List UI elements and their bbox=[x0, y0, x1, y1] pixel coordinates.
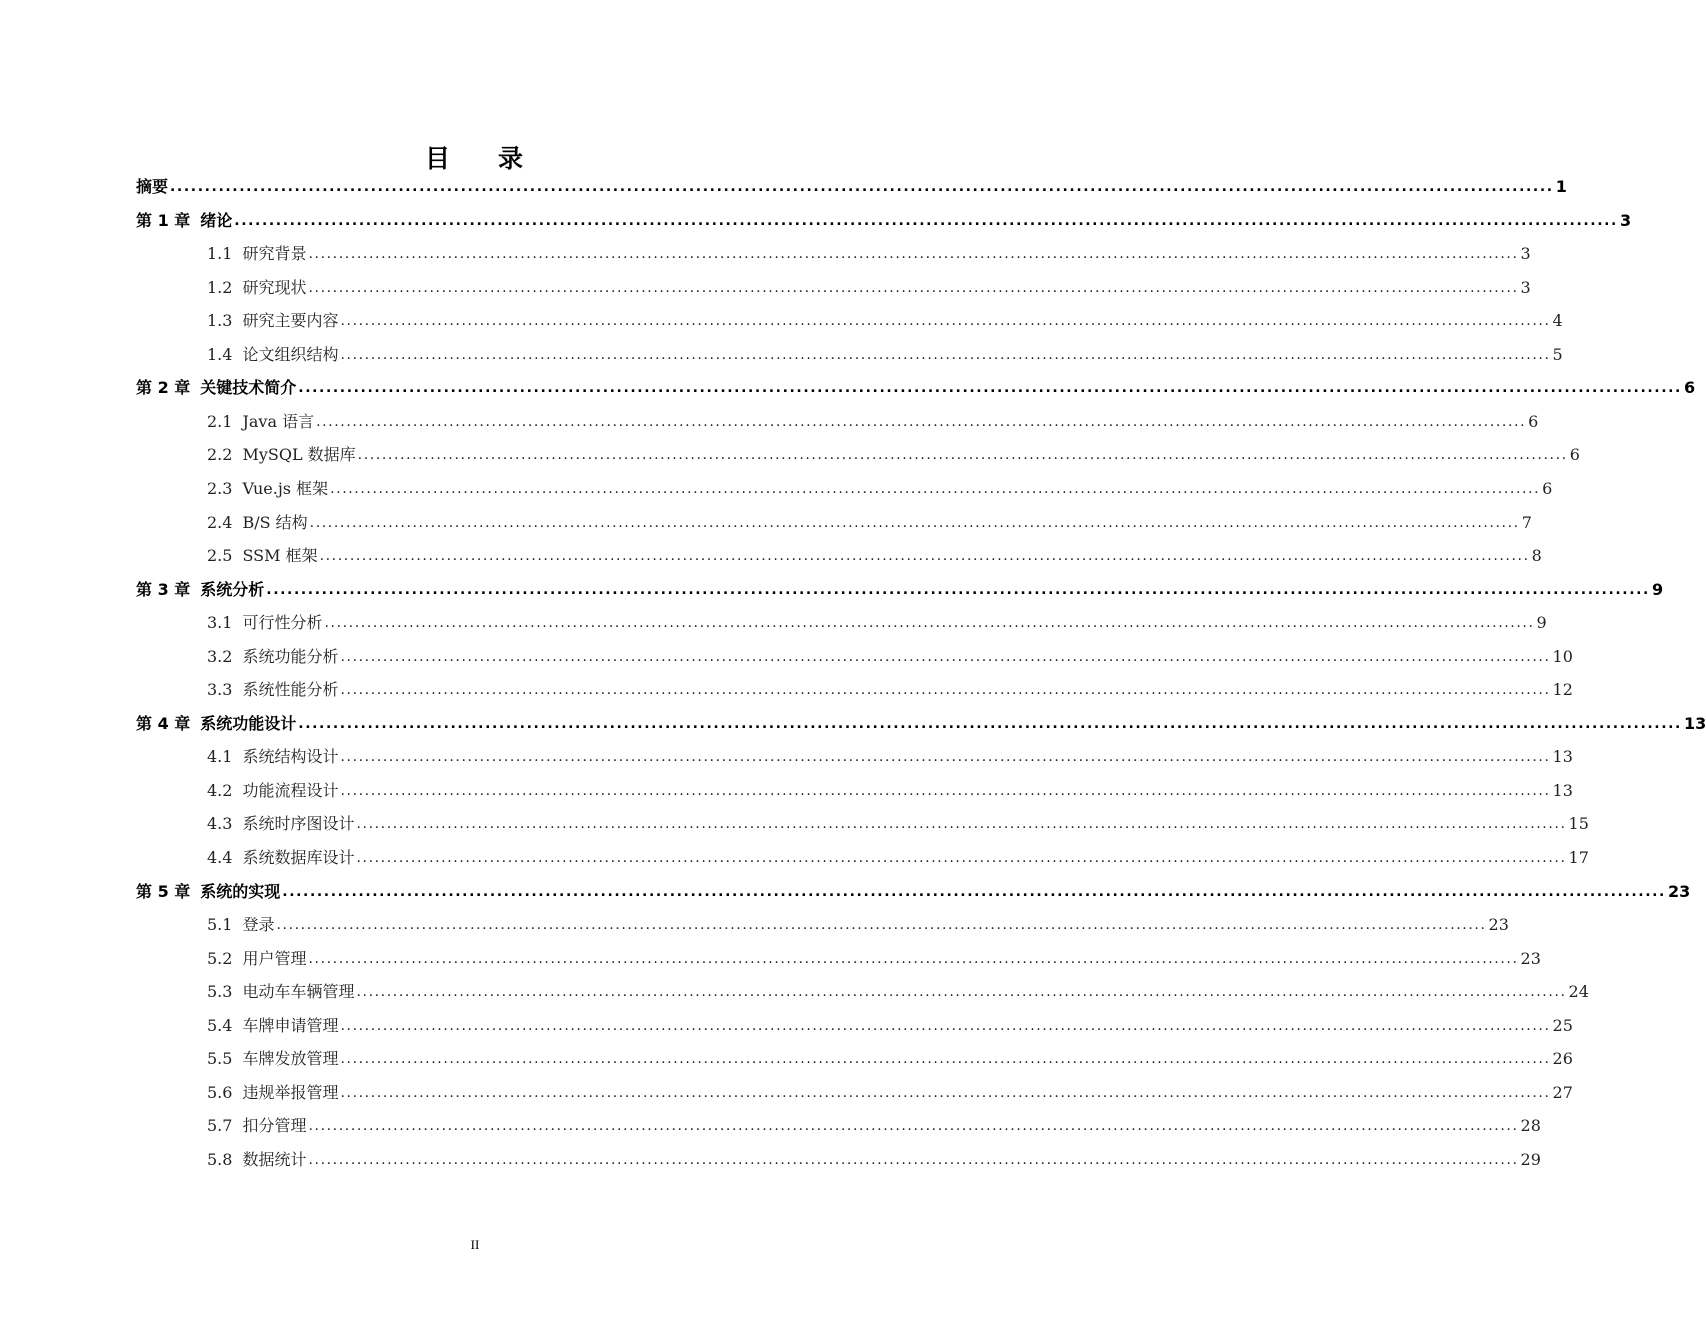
toc-page-number: 23 bbox=[1520, 948, 1541, 968]
toc-entry-label: 车牌申请管理 bbox=[242, 1015, 339, 1035]
toc-entry-label: 研究现状 bbox=[242, 277, 307, 297]
toc-entry-label: 电动车车辆管理 bbox=[242, 982, 355, 1002]
toc-page-number: 24 bbox=[1568, 982, 1589, 1002]
toc-entry-label: 摘要 bbox=[136, 177, 169, 196]
title-char-1: 目 bbox=[424, 144, 452, 173]
toc-entry-number: 2.1 bbox=[207, 411, 233, 431]
toc-dot-leader: ........................................................................................................................................................................................................ bbox=[340, 1017, 1551, 1034]
toc-page-number: 9 bbox=[1651, 579, 1664, 599]
toc-entry-number: 1.1 bbox=[207, 244, 233, 264]
title-char-2: 录 bbox=[498, 144, 526, 173]
toc-section-entry[interactable] bbox=[207, 1078, 1573, 1108]
toc-dot-leader: ........................................................................................................................................................................................................ bbox=[308, 1118, 1519, 1135]
toc-section-entry[interactable] bbox=[207, 944, 1541, 974]
toc-entry-number: 2.3 bbox=[207, 478, 233, 498]
toc-entry-number: 1.2 bbox=[207, 277, 233, 297]
toc-dot-leader: ........................................................................................................................................................................................................ bbox=[308, 950, 1519, 967]
toc-dot-leader: ........................................................................................................................................................................................................ bbox=[324, 615, 1535, 632]
toc-entry-label: 系统的实现 bbox=[200, 881, 281, 901]
toc-entry-label: 扣分管理 bbox=[242, 1116, 307, 1136]
toc-section-entry[interactable] bbox=[207, 541, 1542, 571]
toc-entry-number: 5.1 bbox=[207, 915, 233, 935]
toc-dot-leader: ........................................................................................................................................................................................................ bbox=[298, 380, 1682, 397]
toc-page-number: 10 bbox=[1552, 646, 1573, 666]
toc-entry-number: 第 5 章 bbox=[136, 881, 191, 901]
toc-chapter-entry[interactable] bbox=[136, 877, 1691, 907]
toc-page-number: 6 bbox=[1569, 445, 1580, 465]
toc-entry-number: 4.3 bbox=[207, 814, 233, 834]
toc-page-number: 23 bbox=[1488, 915, 1509, 935]
toc-section-entry[interactable] bbox=[207, 910, 1509, 940]
toc-entry-number: 5.2 bbox=[207, 948, 233, 968]
toc-entry-label: 数据统计 bbox=[242, 1149, 307, 1169]
toc-entry-number: 4.2 bbox=[207, 780, 233, 800]
toc-dot-leader: ........................................................................................................................................................................................................ bbox=[234, 212, 1618, 229]
toc-entry-label: 功能流程设计 bbox=[242, 780, 339, 800]
toc-entry-number: 1.4 bbox=[207, 344, 233, 364]
toc-section-entry[interactable] bbox=[207, 1044, 1573, 1074]
toc-dot-leader: ........................................................................................................................................................................................................ bbox=[356, 850, 1567, 866]
toc-entry-number: 4.4 bbox=[207, 848, 233, 867]
toc-chapter-entry[interactable] bbox=[136, 575, 1664, 605]
toc-page-number: 25 bbox=[1552, 1015, 1573, 1035]
toc-entry-label: 绪论 bbox=[200, 210, 233, 230]
toc-dot-leader: ........................................................................................................................................................................................................ bbox=[330, 480, 1541, 497]
toc-entry-label: 登录 bbox=[242, 915, 275, 935]
toc-entry-label: B/S 结构 bbox=[242, 512, 308, 532]
toc-entry-label: 系统分析 bbox=[200, 579, 265, 599]
toc-dot-leader: ........................................................................................................................................................................................................ bbox=[340, 749, 1551, 766]
toc-section-entry[interactable] bbox=[207, 239, 1531, 269]
toc-entry-label: 系统数据库设计 bbox=[242, 848, 355, 867]
toc-section-entry[interactable] bbox=[207, 508, 1532, 538]
toc-section-entry[interactable] bbox=[207, 407, 1539, 437]
toc-chapter-entry[interactable] bbox=[136, 373, 1696, 403]
toc-section-entry[interactable] bbox=[207, 340, 1563, 370]
toc-entry-label: 系统功能设计 bbox=[200, 713, 297, 733]
toc-dot-leader: ........................................................................................................................................................................................................ bbox=[276, 917, 1487, 934]
toc-page-number: 7 bbox=[1521, 512, 1532, 532]
toc-dot-leader: ........................................................................................................................................................................................................ bbox=[170, 179, 1554, 195]
toc-page-number: 29 bbox=[1520, 1149, 1541, 1169]
toc-dot-leader: ........................................................................................................................................................................................................ bbox=[340, 313, 1551, 330]
toc-entry-number: 第 3 章 bbox=[136, 579, 191, 599]
toc-entry-label: 研究主要内容 bbox=[242, 311, 339, 331]
toc-dot-leader: ........................................................................................................................................................................................................ bbox=[340, 648, 1551, 665]
toc-entry-number: 5.6 bbox=[207, 1082, 233, 1102]
toc-dot-leader: ........................................................................................................................................................................................................ bbox=[340, 346, 1551, 363]
toc-dot-leader: ........................................................................................................................................................................................................ bbox=[340, 782, 1551, 799]
toc-page-number: 6 bbox=[1542, 478, 1553, 498]
toc-section-entry[interactable] bbox=[207, 977, 1589, 1007]
toc-section-entry[interactable] bbox=[207, 809, 1589, 839]
toc-entry-number: 1.3 bbox=[207, 311, 233, 331]
toc-entry-label: 研究背景 bbox=[242, 244, 307, 264]
toc-page-number: 12 bbox=[1552, 680, 1573, 700]
toc-entry-number: 5.3 bbox=[207, 982, 233, 1002]
toc-page-number: 6 bbox=[1683, 378, 1696, 398]
toc-entry-number: 3.3 bbox=[207, 680, 233, 700]
toc-entry-number: 2.2 bbox=[207, 445, 233, 465]
toc-entry-number: 2.4 bbox=[207, 512, 233, 532]
toc-page-number: 13 bbox=[1552, 747, 1573, 767]
toc-dot-leader: ........................................................................................................................................................................................................ bbox=[357, 447, 1568, 464]
toc-page-number: 3 bbox=[1520, 244, 1531, 264]
toc-entry-label: 违规举报管理 bbox=[242, 1082, 339, 1102]
toc-dot-leader: ........................................................................................................................................................................................................ bbox=[308, 1151, 1519, 1168]
toc-page-number: 3 bbox=[1619, 210, 1632, 230]
toc-dot-leader: ........................................................................................................................................................................................................ bbox=[356, 816, 1567, 833]
toc-page-number: 13 bbox=[1683, 713, 1706, 733]
toc-section-entry[interactable] bbox=[207, 608, 1547, 638]
toc-entry-number: 5.4 bbox=[207, 1015, 233, 1035]
page-footer-number: II bbox=[470, 1237, 480, 1252]
toc-entry-number: 4.1 bbox=[207, 747, 233, 767]
toc-entry-label: 关键技术简介 bbox=[200, 378, 297, 398]
toc-entry-number: 5.7 bbox=[207, 1116, 233, 1136]
toc-entry-label: MySQL 数据库 bbox=[242, 445, 356, 465]
toc-dot-leader: ........................................................................................................................................................................................................ bbox=[308, 246, 1519, 263]
toc-entry-number: 5.5 bbox=[207, 1049, 233, 1069]
toc-page-number: 5 bbox=[1552, 344, 1563, 364]
toc-dot-leader: ........................................................................................................................................................................................................ bbox=[266, 581, 1650, 598]
toc-entry-label: Vue.js 框架 bbox=[242, 478, 329, 498]
toc-page-number: 1 bbox=[1555, 177, 1567, 196]
toc-section-entry[interactable] bbox=[207, 440, 1580, 470]
toc-dot-leader: ........................................................................................................................................................................................................ bbox=[309, 514, 1520, 531]
page-title bbox=[0, 139, 950, 175]
toc-dot-leader: ........................................................................................................................................................................................................ bbox=[282, 883, 1666, 900]
toc-entry-label: 可行性分析 bbox=[242, 613, 323, 633]
toc-section-entry[interactable] bbox=[207, 843, 1589, 873]
toc-entry-number: 3.2 bbox=[207, 646, 233, 666]
toc-dot-leader: ........................................................................................................................................................................................................ bbox=[316, 413, 1527, 430]
toc-entry-label: 系统时序图设计 bbox=[242, 814, 355, 834]
toc-entry-number: 第 1 章 bbox=[136, 210, 191, 230]
toc-page-number: 6 bbox=[1528, 411, 1539, 431]
toc-entry-number: 第 2 章 bbox=[136, 378, 191, 398]
toc-dot-leader: ........................................................................................................................................................................................................ bbox=[319, 548, 1530, 565]
toc-entry-number: 5.8 bbox=[207, 1149, 233, 1169]
toc-entry-label: 系统结构设计 bbox=[242, 747, 339, 767]
toc-dot-leader: ........................................................................................................................................................................................................ bbox=[340, 1051, 1551, 1068]
toc-section-entry[interactable] bbox=[207, 273, 1531, 303]
toc-section-entry[interactable] bbox=[207, 675, 1573, 705]
toc-entry-label: 用户管理 bbox=[242, 948, 307, 968]
toc-dot-leader: ........................................................................................................................................................................................................ bbox=[340, 682, 1551, 699]
toc-chapter-entry[interactable] bbox=[136, 206, 1632, 236]
toc-dot-leader: ........................................................................................................................................................................................................ bbox=[340, 1084, 1551, 1101]
toc-chapter-entry[interactable] bbox=[136, 172, 1567, 202]
toc-page-number: 17 bbox=[1568, 848, 1589, 867]
toc-page-number: 3 bbox=[1520, 277, 1531, 297]
toc-entry-number: 2.5 bbox=[207, 546, 233, 566]
toc-chapter-entry[interactable] bbox=[136, 709, 1706, 739]
toc-dot-leader: ........................................................................................................................................................................................................ bbox=[298, 715, 1682, 732]
toc-entry-label: 论文组织结构 bbox=[242, 344, 339, 364]
toc-entry-label: 系统功能分析 bbox=[242, 646, 339, 666]
toc-entry-label: Java 语言 bbox=[242, 411, 315, 431]
toc-page-number: 8 bbox=[1531, 546, 1542, 566]
toc-section-entry[interactable] bbox=[207, 1145, 1541, 1175]
toc-page-number: 9 bbox=[1536, 613, 1547, 633]
toc-section-entry[interactable] bbox=[207, 742, 1573, 772]
toc-dot-leader: ........................................................................................................................................................................................................ bbox=[356, 984, 1567, 1001]
toc-page-number: 13 bbox=[1552, 780, 1573, 800]
toc-dot-leader: ........................................................................................................................................................................................................ bbox=[308, 279, 1519, 296]
toc-page-number: 4 bbox=[1552, 311, 1563, 331]
toc-section-entry[interactable] bbox=[207, 306, 1563, 336]
toc-entry-label: SSM 框架 bbox=[242, 546, 318, 566]
toc-entry-number: 3.1 bbox=[207, 613, 233, 633]
toc-section-entry[interactable] bbox=[207, 474, 1553, 504]
toc-page-number: 28 bbox=[1520, 1116, 1541, 1136]
toc-section-entry[interactable] bbox=[207, 642, 1573, 672]
toc-entry-label: 系统性能分析 bbox=[242, 680, 339, 700]
toc-page-number: 15 bbox=[1568, 814, 1589, 834]
toc-page-number: 23 bbox=[1667, 881, 1691, 901]
toc-page-number: 26 bbox=[1552, 1049, 1573, 1069]
toc-section-entry[interactable] bbox=[207, 776, 1573, 806]
toc-section-entry[interactable] bbox=[207, 1111, 1541, 1141]
toc-entry-number: 第 4 章 bbox=[136, 713, 191, 733]
toc-entry-label: 车牌发放管理 bbox=[242, 1049, 339, 1069]
toc-page-number: 27 bbox=[1552, 1082, 1573, 1102]
toc-section-entry[interactable] bbox=[207, 1011, 1573, 1041]
